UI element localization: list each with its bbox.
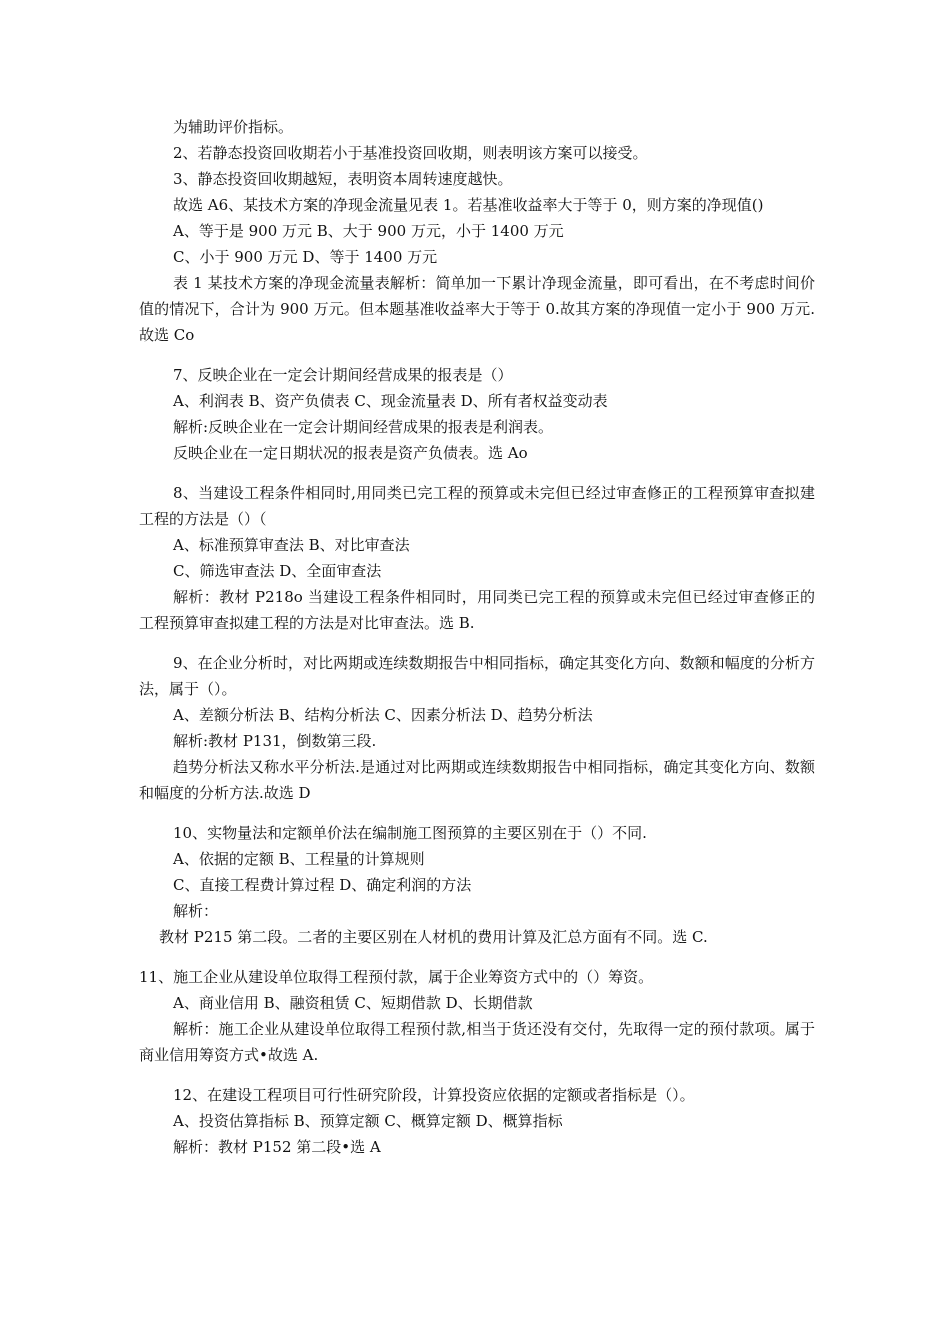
spacer (139, 806, 815, 820)
analysis: 解析：施工企业从建设单位取得工程预付款,相当于货还没有交付，先取得一定的预付款项。属于商业信用筹资方式•故选 A. (139, 1020, 815, 1064)
option-line: A、投资估算指标 B、预算定额 C、概算定额 D、概算指标 (173, 1112, 563, 1130)
paragraph: 2、若静态投资回收期若小于基准投资回收期，则表明该方案可以接受。 (173, 144, 648, 162)
spacer (139, 1068, 815, 1082)
spacer (139, 348, 815, 362)
option-line: A、标准预算审查法 B、对比审查法 (173, 536, 410, 554)
option-line: A、等于是 900 万元 B、大于 900 万元，小于 1400 万元 (173, 222, 564, 240)
analysis: 解析:教材 P131，倒数第三段. (173, 732, 377, 750)
analysis: 解析： (173, 902, 219, 920)
spacer (139, 466, 815, 480)
question-9: 9、在企业分析时，对比两期或连续数期报告中相同指标，确定其变化方向、数额和幅度的分析方法，属于（）。 (139, 654, 815, 698)
option-line: C、小于 900 万元 D、等于 1400 万元 (173, 248, 438, 266)
spacer (139, 950, 815, 964)
analysis: 解析：教材 P152 第二段•选 A (173, 1138, 381, 1156)
analysis: 解析：教材 P218o 当建设工程条件相同时，用同类已完工程的预算或未完但已经过审查修正的工程预算审查拟建工程的方法是对比审查法。选 B. (139, 588, 815, 632)
spacer (139, 636, 815, 650)
question-7: 7、反映企业在一定会计期间经营成果的报表是（） (173, 366, 513, 384)
analysis: 反映企业在一定日期状况的报表是资产负债表。选 Ao (173, 444, 528, 462)
analysis: 解析:反映企业在一定会计期间经营成果的报表是利润表。 (173, 418, 554, 436)
question-8: 8、当建设工程条件相同时,用同类已完工程的预算或未完但已经过审查修正的工程预算审查拟建工程的方法是（）（ (139, 484, 815, 528)
option-line: A、依据的定额 B、工程量的计算规则 (173, 850, 425, 868)
option-line: A、差额分析法 B、结构分析法 C、因素分析法 D、趋势分析法 (173, 706, 593, 724)
question-11: 11、施工企业从建设单位取得工程预付款，属于企业筹资方式中的（）筹资。 (139, 968, 654, 986)
analysis: 趋势分析法又称水平分析法.是通过对比两期或连续数期报告中相同指标，确定其变化方向、数额和幅度的分析方法.故选 D (139, 758, 815, 802)
option-line: A、利润表 B、资产负债表 C、现金流量表 D、所有者权益变动表 (173, 392, 608, 410)
option-line: A、商业信用 B、融资租赁 C、短期借款 D、长期借款 (173, 994, 533, 1012)
option-line: C、筛选审查法 D、全面审查法 (173, 562, 382, 580)
option-line: C、直接工程费计算过程 D、确定利润的方法 (173, 876, 472, 894)
document-body (139, 114, 815, 1160)
paragraph: 3、静态投资回收期越短，表明资本周转速度越快。 (173, 170, 513, 188)
question-12: 12、在建设工程项目可行性研究阶段，计算投资应依据的定额或者指标是（）。 (173, 1086, 695, 1104)
paragraph: 为辅助评价指标。 (173, 118, 294, 136)
analysis: 教材 P215 第二段。二者的主要区别在人材机的费用计算及汇总方面有不同。选 C. (159, 928, 708, 946)
question-6: 故选 A6、某技术方案的净现金流量见表 1。若基准收益率大于等于 0，则方案的净现值() (173, 196, 764, 214)
question-10: 10、实物量法和定额单价法在编制施工图预算的主要区别在于（）不同. (173, 824, 647, 842)
analysis: 表 1 某技术方案的净现金流量表解析：简单加一下累计净现金流量，即可看出，在不考虑时间价值的情况下，合计为 900 万元。但本题基准收益率大于等于 0.故其方案的净现值一定小于 900 万元.故选 Co (139, 274, 815, 344)
